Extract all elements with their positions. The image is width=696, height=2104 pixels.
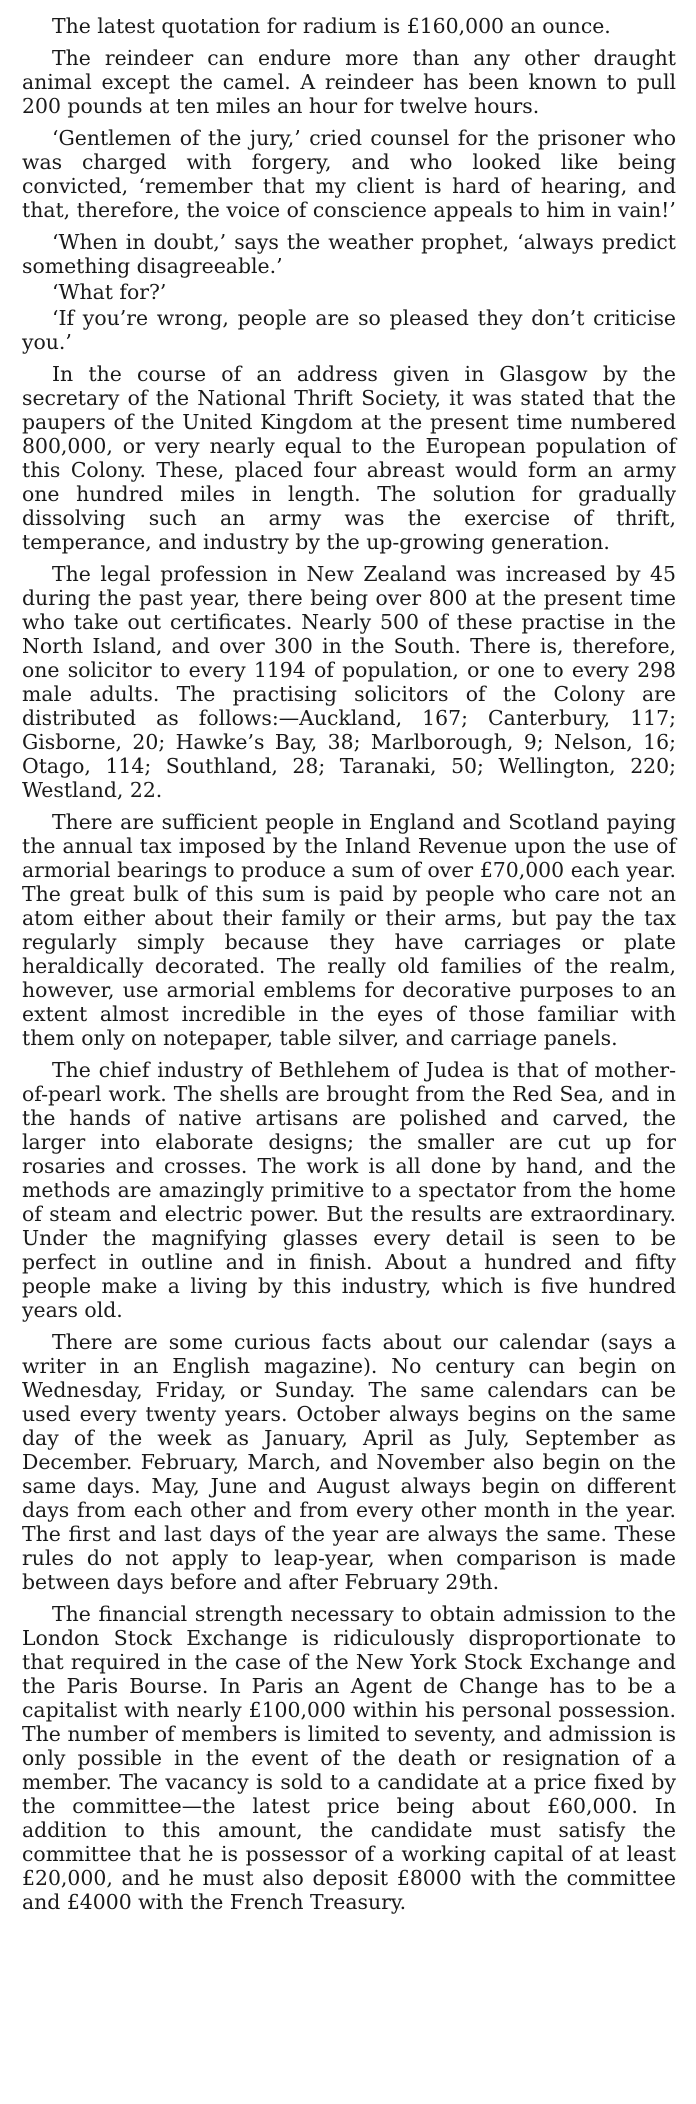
- paragraph-thrift-society: In the course of an address given in Glasgow by the secretary of the National Thrift Society, it was stated that the paupers of the United Kingdom at the present time numbered 800,000, or very nearly equal to the European population of this Colony. These, placed four abreast would form an army one hundred miles in length. The solution for gradually dissolving such an army was the exercise of thrift, temperance, and industry by the up-growing generation.: [22, 362, 676, 554]
- paragraph-calendar-facts: There are some curious facts about our calendar (says a writer in an English magazine). No century can begin on Wednesday, Friday, or Sunday. The same calendars can be used every twenty years. October always begins on the same day of the week as January, April as July, September as December. February, March, and November also begin on the same days. May, June and August always begin on different days from each other and from every other month in the year. The first and last days of the year are always the same. These rules do not apply to leap-year, when comparison is made between days before and after February 29th.: [22, 1330, 676, 1594]
- paragraph-stock-exchange: The financial strength necessary to obtain admission to the London Stock Exchange is ridiculously disproportionate to that required in the case of the New York Stock Exchange and the Paris Bourse. In Paris an Agent de Change has to be a capitalist with nearly £100,000 within his personal possession. The number of members is limited to seventy, and admission is only possible in the event of the death or resignation of a member. The vacancy is sold to a candidate at a price fixed by the committee—the latest price being about £60,000. In addition to this amount, the candidate must satisfy the committee that he is possessor of a working capital of at least £20,000, and he must also deposit £8000 with the committee and £4000 with the French Treasury.: [22, 1602, 676, 1914]
- paragraph-weather-prophet: ‘When in doubt,’ says the weather prophet, ‘always predict something disagreeable.’: [22, 230, 676, 278]
- paragraph-jury-joke: ‘Gentlemen of the jury,’ cried counsel for the prisoner who was charged with forgery, and who looked like being convicted, ‘remember that my client is hard of hearing, and that, therefore, the voice of conscience appeals to him in vain!’: [22, 126, 676, 222]
- paragraph-radium: The latest quotation for radium is £160,000 an ounce.: [52, 14, 611, 38]
- paragraph-if-wrong: ‘If you’re wrong, people are so pleased they don’t criticise you.’: [22, 306, 676, 354]
- paragraph-armorial-tax: There are sufficient people in England and Scotland paying the annual tax imposed by the Inland Revenue upon the use of armorial bearings to produce a sum of over £70,000 each year. The great bulk of this sum is paid by people who care not an atom either about their family or their arms, but pay the tax regularly simply because they have carriages or plate heraldically decorated. The really old families of the realm, however, use armorial emblems for decorative purposes to an extent almost incredible in the eyes of those familiar with them only on notepaper, table silver, and carriage panels.: [22, 810, 676, 1050]
- paragraph-what-for: ‘What for?’: [52, 280, 167, 304]
- paragraph-reindeer: The reindeer can endure more than any other draught animal except the camel. A reindeer has been known to pull 200 pounds at ten miles an hour for twelve hours.: [22, 46, 676, 118]
- paragraph-bethlehem-pearl: The chief industry of Bethlehem of Judea is that of mother-of-pearl work. The shells are brought from the Red Sea, and in the hands of native artisans are polished and carved, the larger into elaborate designs; the smaller are cut up for rosaries and crosses. The work is all done by hand, and the methods are amazingly primitive to a spectator from the home of steam and electric power. But the results are extraordinary. Under the magnifying glasses every detail is seen to be perfect in outline and in finish. About a hundred and fifty people make a living by this industry, which is five hundred years old.: [22, 1058, 676, 1322]
- paragraph-legal-profession: The legal profession in New Zealand was increased by 45 during the past year, there being over 800 at the present time who take out certificates. Nearly 500 of these practise in the North Island, and over 300 in the South. There is, therefore, one solicitor to every 1194 of population, or one to every 298 male adults. The practising solicitors of the Colony are distributed as follows:—Auckland, 167; Canterbury, 117; Gisborne, 20; Hawke’s Bay, 38; Marlborough, 9; Nelson, 16; Otago, 114; Southland, 28; Taranaki, 50; Wellington, 220; Westland, 22.: [22, 562, 676, 802]
